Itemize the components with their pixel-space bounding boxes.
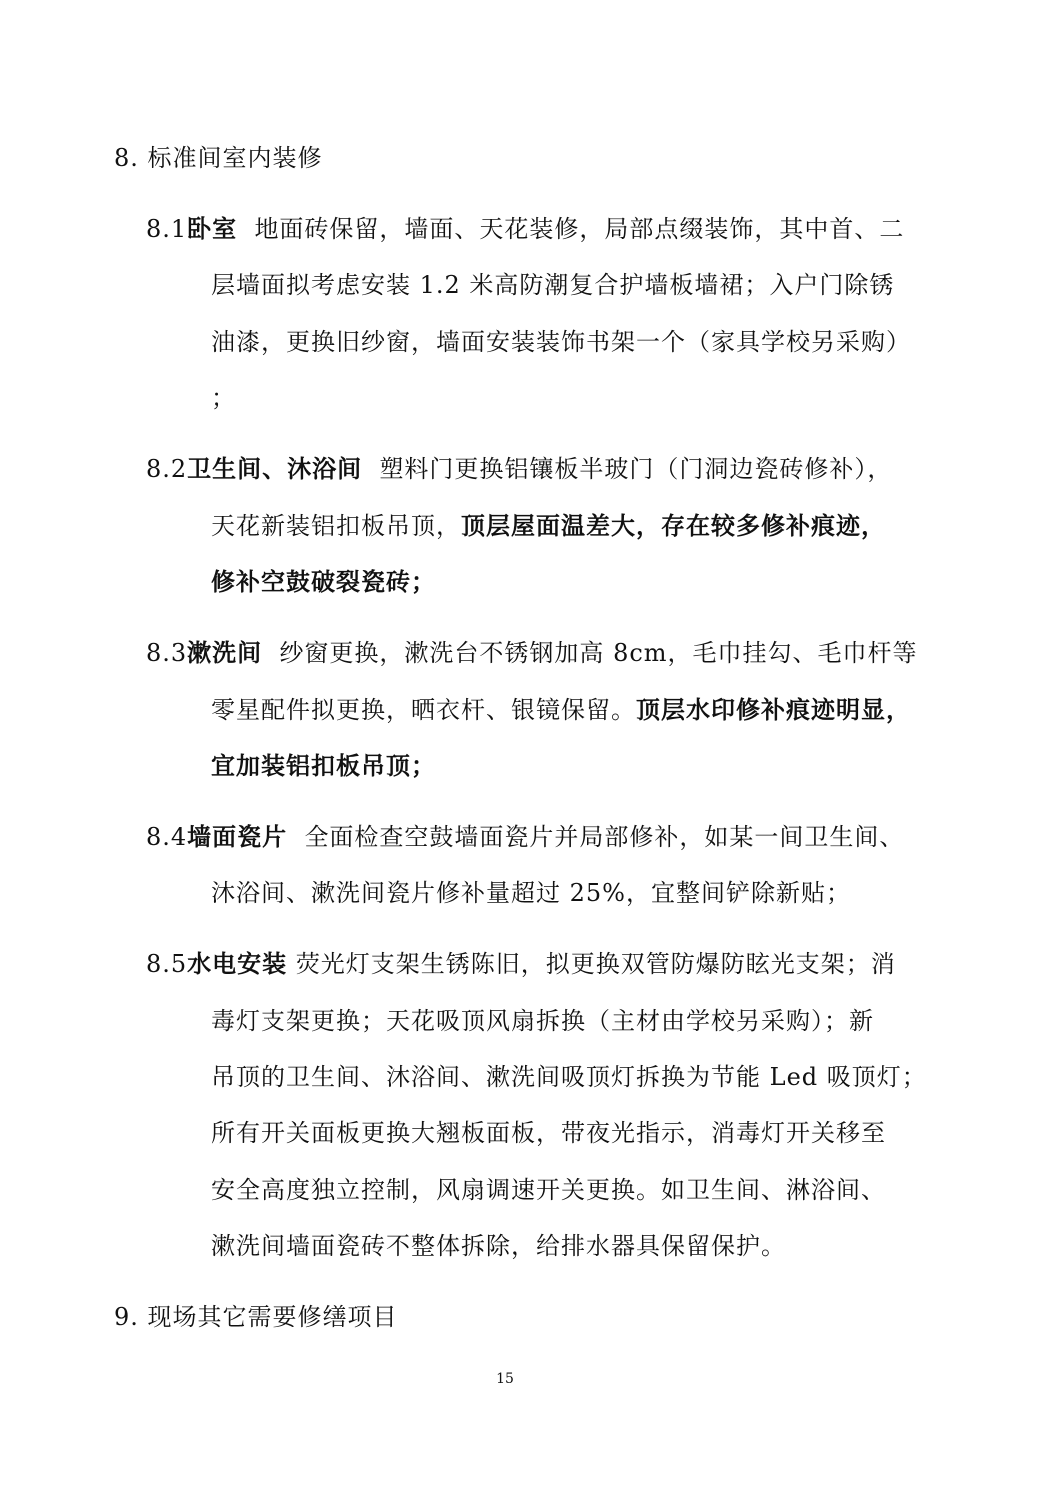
item-text-emphasis: 顶层水印修补痕迹明显， [636,695,911,724]
item-8-4-line-1 [146,821,904,853]
item-8-5-line-5: 安全高度独立控制，风扇调速开关更换。如卫生间、淋浴间、 [211,1176,886,1204]
item-8-4-line-2: 沐浴间、漱洗间瓷片修补量超过 25%，宜整间铲除新贴； [211,879,851,907]
item-8-1-line-2: 层墙面拟考虑安装 1.2 米高防潮复合护墙板墙裙；入户门除锈 [211,271,895,299]
item-number: 8.2 [146,455,188,483]
section-8-heading: 8. 标准间室内装修 [114,144,323,172]
item-8-3-line-2 [211,694,911,726]
item-text-emphasis: 顶层屋面温差大，存在较多修补痕迹， [461,511,886,540]
item-number: 8.1 [146,215,188,243]
item-8-1-line-4: ； [211,384,236,412]
item-8-2-line-2 [211,510,886,542]
item-8-1-line-3: 油漆，更换旧纱窗，墙面安装装饰书架一个（家具学校另采购） [211,328,911,356]
item-number: 8.4 [146,823,188,851]
item-8-5-line-4: 所有开关面板更换大翘板面板，带夜光指示，消毒灯开关移至 [211,1119,886,1147]
item-8-3-line-1 [146,637,918,669]
item-8-5-line-2: 毒灯支架更换；天花吸顶风扇拆换（主材由学校另采购）；新 [211,1007,874,1035]
item-8-2-line-3: 修补空鼓破裂瓷砖； [211,567,436,596]
item-text: 荧光灯支架生锈陈旧，拟更换双管防爆防眩光支架；消 [295,950,896,978]
page-number: 15 [496,1371,514,1387]
item-text: 天花新装铝扣板吊顶， [211,512,461,540]
item-text: 全面检查空鼓墙面瓷片并局部修补，如某一间卫生间、 [304,823,905,851]
item-title: 墙面瓷片 [187,822,288,851]
item-8-5-line-3: 吊顶的卫生间、沐浴间、漱洗间吸顶灯拆换为节能 Led 吸顶灯； [211,1063,927,1091]
item-text: 地面砖保留，墙面、天花装修，局部点缀装饰，其中首、二 [254,215,905,243]
item-title: 卧室 [187,214,238,243]
item-8-3-line-3: 宜加装铝扣板吊顶； [211,751,436,780]
section-9-heading: 9. 现场其它需要修缮项目 [114,1303,398,1331]
item-number: 8.5 [146,950,188,978]
item-title: 卫生间、沐浴间 [187,454,363,483]
item-text: 零星配件拟更换，晒衣杆、银镜保留。 [211,696,636,724]
item-title: 水电安装 [187,949,288,978]
item-8-2-line-1 [146,453,892,485]
item-text: 塑料门更换铝镶板半玻门（门洞边瓷砖修补）， [379,455,893,483]
item-title: 漱洗间 [187,638,263,667]
item-8-5-line-1 [146,948,896,980]
item-text: 纱窗更换，漱洗台不锈钢加高 8cm，毛巾挂勾、毛巾杆等 [279,639,918,667]
item-8-5-line-6: 漱洗间墙面瓷砖不整体拆除，给排水器具保留保护。 [211,1232,786,1260]
item-8-1-line-1 [146,213,904,245]
item-number: 8.3 [146,639,188,667]
